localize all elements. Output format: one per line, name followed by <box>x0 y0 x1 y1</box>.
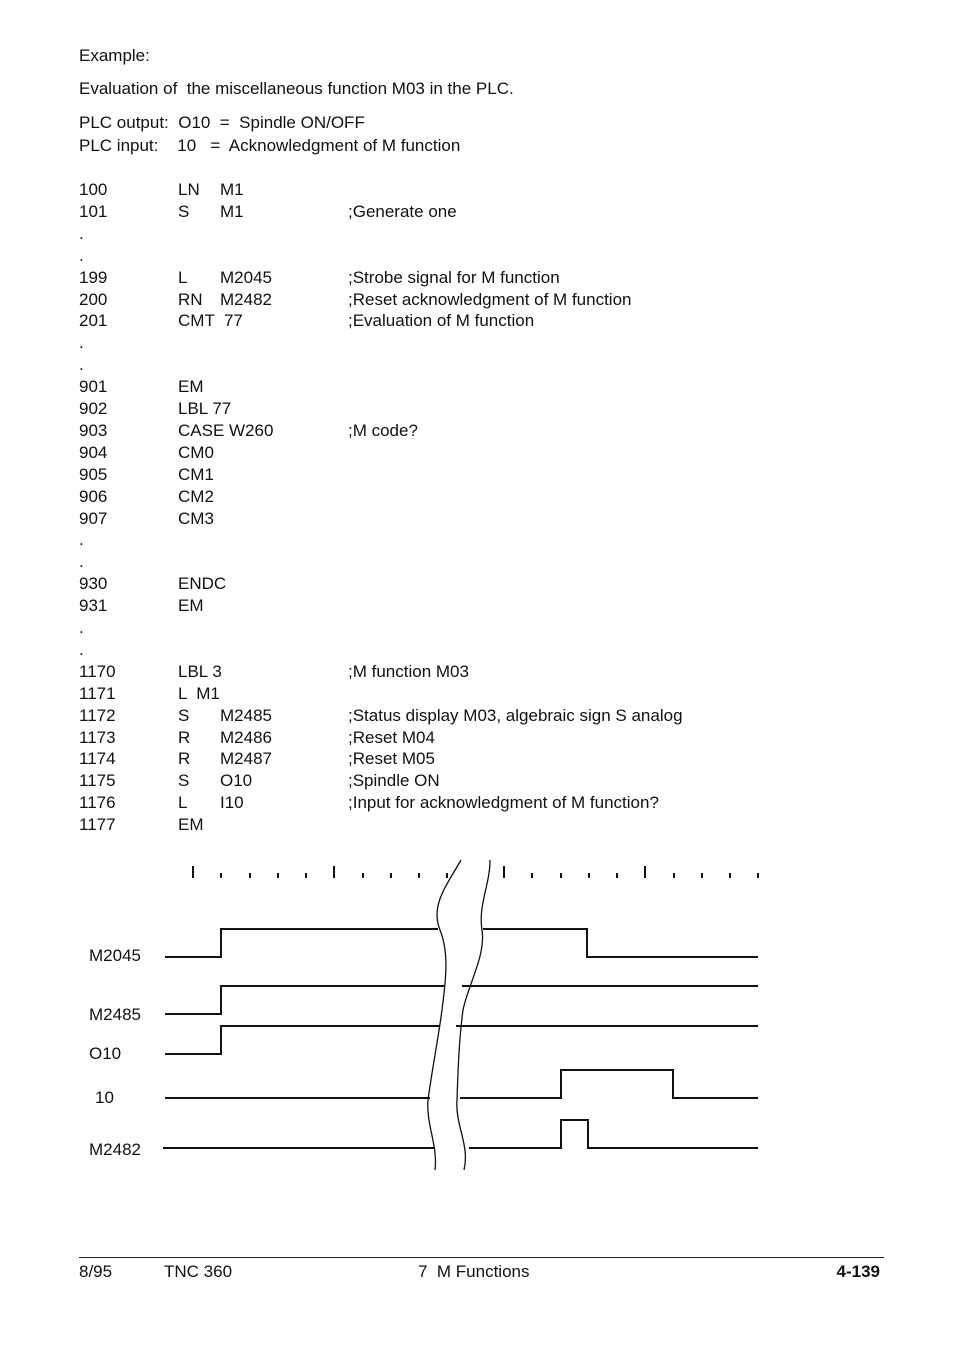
instruction: RN <box>178 289 203 309</box>
line-number: . <box>79 552 84 572</box>
operand: M2487 <box>220 749 272 769</box>
instruction: S <box>178 705 190 725</box>
line-number: 200 <box>79 289 108 309</box>
evaluation-text: Evaluation of the miscellaneous function M03 in the PLC. <box>79 79 514 98</box>
comment: ;Reset M04 <box>348 727 435 747</box>
signal-label-m2045: M2045 <box>89 946 141 965</box>
line-number: 1176 <box>79 793 116 813</box>
line-number: 906 <box>79 486 108 506</box>
instruction: EM <box>178 596 204 616</box>
operand: M2486 <box>220 727 272 747</box>
operand: I10 <box>220 793 244 813</box>
line-number: 1173 <box>79 727 116 747</box>
line-number: 902 <box>79 399 108 418</box>
line-number: 1174 <box>79 749 116 769</box>
comment: ;Evaluation of M function <box>348 311 535 331</box>
comment: ;M code? <box>348 420 418 440</box>
line-number: . <box>79 223 84 243</box>
instruction: EM <box>178 815 204 835</box>
instruction: R <box>178 727 191 747</box>
line-number: 101 <box>79 201 108 221</box>
line-number: 1175 <box>79 771 116 791</box>
signal-label-o10: O10 <box>89 1044 122 1063</box>
comment: ;Input for acknowledgment of M function? <box>348 793 659 813</box>
operand: M2045 <box>220 267 272 287</box>
line-number: 201 <box>79 311 108 331</box>
line-number: 1170 <box>79 661 116 681</box>
instruction: ENDC <box>178 574 227 594</box>
footer-rule <box>79 1257 884 1258</box>
line-number: . <box>79 333 84 353</box>
line-number: 100 <box>79 180 108 199</box>
instruction: S <box>178 771 190 791</box>
instruction: S <box>178 201 190 221</box>
operand: M1 <box>220 201 244 221</box>
operand: M1 <box>220 180 244 199</box>
comment: ;Reset M05 <box>348 749 435 769</box>
instruction: EM <box>178 377 204 397</box>
instruction: LBL 3 <box>178 661 222 681</box>
line-number: 931 <box>79 596 108 616</box>
comment: ;Status display M03, algebraic sign S analog <box>348 705 683 725</box>
signal-trace-m2045-right <box>483 929 758 957</box>
line-number: . <box>79 355 84 375</box>
instruction: L <box>178 267 188 287</box>
footer-chapter: 7 M Functions <box>418 1262 530 1281</box>
plc-output-line: PLC output: O10 = Spindle ON/OFF <box>79 113 365 132</box>
signal-trace-m2485 <box>165 986 445 1014</box>
example-heading: Example: <box>79 46 150 65</box>
comment: ;Strobe signal for M function <box>348 267 560 287</box>
line-number: 199 <box>79 267 108 287</box>
footer-product: TNC 360 <box>164 1262 233 1281</box>
line-number: 1172 <box>79 705 116 725</box>
signal-trace-m2482-right <box>469 1120 758 1148</box>
instruction: CM0 <box>178 442 214 462</box>
signal-label-m2482: M2482 <box>89 1140 141 1159</box>
instruction: CM3 <box>178 508 214 528</box>
line-number: 904 <box>79 442 108 462</box>
instruction: LN <box>178 180 200 199</box>
operand: O10 <box>220 771 253 791</box>
comment: ;Reset acknowledgment of M function <box>348 289 632 309</box>
signal-label-m2485: M2485 <box>89 1005 141 1024</box>
instruction: R <box>178 749 191 769</box>
operand: M2482 <box>220 289 272 309</box>
signal-trace-m2045 <box>165 929 438 957</box>
footer-date: 8/95 <box>79 1262 113 1281</box>
comment: ;Generate one <box>348 201 457 221</box>
instruction: LBL 77 <box>178 399 232 418</box>
operand: M2485 <box>220 705 272 725</box>
footer-page-number: 4-139 <box>836 1262 880 1281</box>
line-number: 1171 <box>79 683 116 703</box>
time-break <box>428 860 490 1170</box>
line-number: 903 <box>79 420 108 440</box>
tick-marks <box>193 866 758 878</box>
line-number: . <box>79 245 84 265</box>
line-number: . <box>79 530 84 550</box>
line-number: . <box>79 618 84 637</box>
line-number: . <box>79 639 84 659</box>
instruction: CASE W260 <box>178 420 274 440</box>
signal-trace-o10 <box>165 1026 440 1054</box>
instruction: L M1 <box>178 683 220 703</box>
instruction: CM1 <box>178 464 214 484</box>
line-number: 907 <box>79 508 108 528</box>
plc-input-line: PLC input: 10 = Acknowledgment of M function <box>79 136 461 155</box>
signal-label-10: 10 <box>95 1088 114 1107</box>
line-number: 930 <box>79 574 108 594</box>
comment: ;M function M03 <box>348 661 469 681</box>
comment: ;Spindle ON <box>348 771 440 791</box>
signal-trace-10-right <box>460 1070 758 1098</box>
line-number: 1177 <box>79 815 116 835</box>
timing-diagram <box>0 850 954 1190</box>
instruction: CM2 <box>178 486 214 506</box>
line-number: 905 <box>79 464 108 484</box>
instruction: CMT 77 <box>178 311 243 331</box>
line-number: 901 <box>79 377 108 397</box>
instruction: L <box>178 793 188 813</box>
